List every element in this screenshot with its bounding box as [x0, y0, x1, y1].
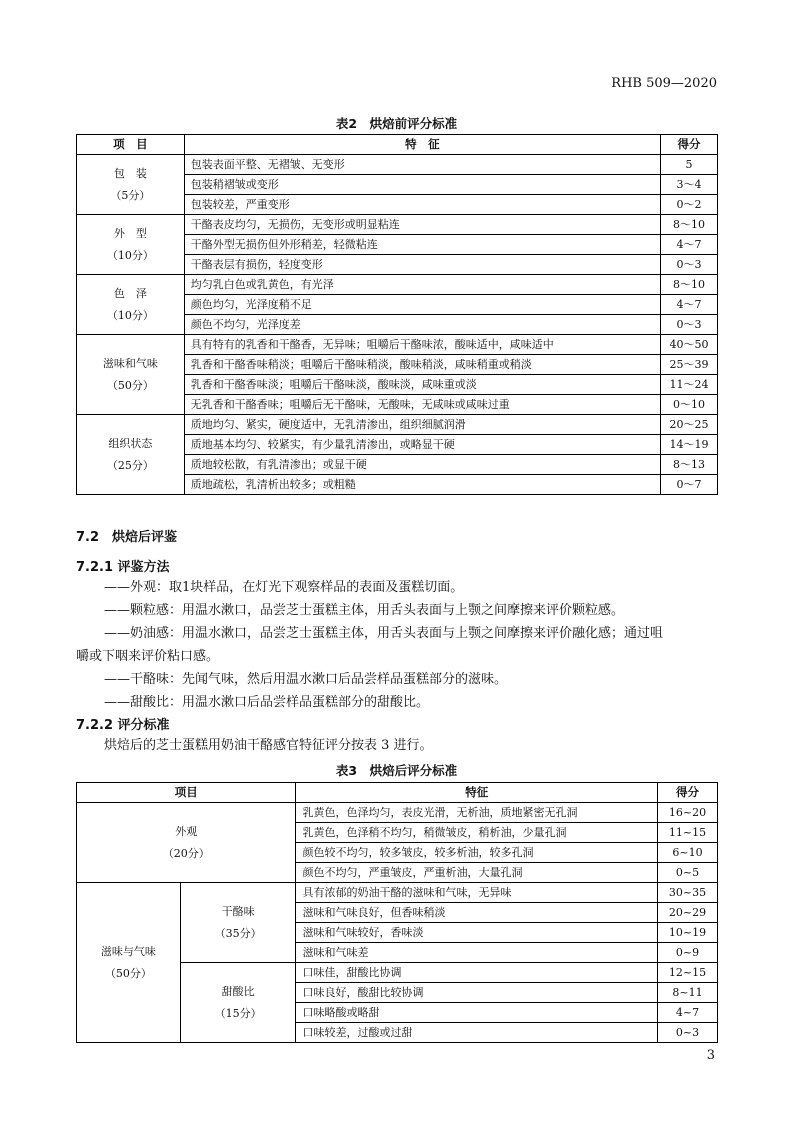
table-row: [77, 155, 718, 175]
page-number: 3: [706, 1048, 715, 1063]
criterion-cell-label: 滋味与气味: [100, 944, 156, 958]
criterion-cell-total: （25分）: [106, 458, 154, 472]
sub-criterion-cell: [180, 883, 296, 963]
feature-cell: 质地较松散，有乳清渗出；或显干硬: [184, 455, 660, 475]
feature-cell: 干酪外型无损伤但外形稍差，轻微粘连: [184, 235, 660, 255]
criterion-cell: [77, 155, 185, 215]
table-row: [77, 215, 718, 235]
table-row: [77, 275, 718, 295]
score-cell: 0~5: [658, 863, 718, 883]
table-row: [77, 803, 718, 823]
score-cell: 8～10: [661, 215, 718, 235]
score-cell: 16~20: [658, 803, 718, 823]
feature-cell: 干酪表层有损伤，轻度变形: [184, 255, 660, 275]
criterion-cell-label: 色 泽: [113, 286, 147, 300]
method-creaminess: ——奶油感：用温水漱口，品尝芝士蛋糕主体，用舌头表面与上颚之间摩擦来评价融化感；通过咀: [104, 626, 664, 641]
score-cell: 11～24: [661, 375, 718, 395]
criterion-cell-total: （50分）: [104, 966, 152, 980]
sub-criterion-cell-total: （15分）: [214, 1006, 262, 1020]
criterion-cell: [77, 415, 185, 495]
score-cell: 0～3: [661, 315, 718, 335]
score-cell: 12~15: [658, 963, 718, 983]
method-appearance: ——外观：取1块样品，在灯光下观察样品的表面及蛋糕切面。: [104, 580, 464, 595]
score-cell: 8~11: [658, 983, 718, 1003]
feature-cell: 质地疏松，乳清析出较多；或粗糙: [184, 475, 660, 495]
method-graininess: ——颗粒感：用温水漱口，品尝芝士蛋糕主体，用舌头表面与上颚之间摩擦来评价颗粒感。: [104, 603, 625, 618]
criterion-cell-total: （10分）: [106, 308, 154, 322]
section-heading-7-2-2: 7.2.2 评分标准: [76, 718, 170, 733]
section-heading-7-2-1: 7.2.1 评鉴方法: [76, 560, 170, 575]
sub-criterion-cell: [180, 963, 296, 1043]
feature-cell: 包装较差，严重变形: [184, 195, 660, 215]
criterion-cell-total: （10分）: [106, 248, 154, 262]
col-header-item: 项目: [77, 783, 296, 803]
feature-cell: 滋味和气味良好，但香味稍淡: [296, 903, 658, 923]
criterion-cell: [77, 275, 185, 335]
section-heading-7-2: 7.2 烘焙后评鉴: [76, 530, 178, 545]
feature-cell: 乳黄色，色泽稍不均匀，稍微皱皮，稍析油，少量孔洞: [296, 823, 658, 843]
feature-cell: 均匀乳白色或乳黄色，有光泽: [184, 275, 660, 295]
document-code: RHB 509—2020: [611, 76, 717, 91]
feature-cell: 包装表面平整、无褶皱、无变形: [184, 155, 660, 175]
feature-cell: 乳香和干酪香味淡；咀嚼后干酪味淡，酸味淡，咸味重或淡: [184, 375, 660, 395]
sub-criterion-cell-label: 甜酸比: [221, 984, 255, 998]
criterion-cell-total: （50分）: [106, 378, 154, 392]
score-cell: 0~9: [658, 943, 718, 963]
score-cell: 10~19: [658, 923, 718, 943]
feature-cell: 口味较差，过酸或过甜: [296, 1023, 658, 1043]
feature-cell: 滋味和气味较好，香味淡: [296, 923, 658, 943]
col-header-feature: 特征: [296, 783, 658, 803]
table2-caption: 表2 烘焙前评分标准: [335, 116, 458, 131]
criterion-cell-label: 外 型: [113, 226, 147, 240]
criterion-cell-total: （5分）: [110, 188, 151, 202]
table-row: [77, 883, 718, 903]
sub-criterion-cell-total: （35分）: [214, 926, 262, 940]
score-cell: 20～25: [661, 415, 718, 435]
feature-cell: 颜色较不均匀，较多皱皮，较多析油，较多孔洞: [296, 843, 658, 863]
score-cell: 20~29: [658, 903, 718, 923]
col-header-feature: 特 征: [184, 135, 660, 155]
feature-cell: 质地均匀、紧实，硬度适中，无乳清渗出，组织细腻润滑: [184, 415, 660, 435]
feature-cell: 颜色不均匀，光泽度差: [184, 315, 660, 335]
criterion-cell-label: 组织状态: [108, 436, 153, 450]
score-cell: 40～50: [661, 335, 718, 355]
score-cell: 0～10: [661, 395, 718, 415]
feature-cell: 干酪表皮均匀，无损伤，无变形或明显粘连: [184, 215, 660, 235]
score-cell: 4～7: [661, 235, 718, 255]
score-cell: 30~35: [658, 883, 718, 903]
feature-cell: 质地基本均匀、较紧实，有少量乳清渗出，或略显干硬: [184, 435, 660, 455]
score-cell: 8～13: [661, 455, 718, 475]
feature-cell: 滋味和气味差: [296, 943, 658, 963]
feature-cell: 包装稍褶皱或变形: [184, 175, 660, 195]
feature-cell: 口味良好，酸甜比较协调: [296, 983, 658, 1003]
table-row: [77, 335, 718, 355]
feature-cell: 具有特有的乳香和干酪香，无异味；咀嚼后干酪味浓，酸味适中，咸味适中: [184, 335, 660, 355]
method-sweet-sour: ——甜酸比：用温水漱口后品尝样品蛋糕部分的甜酸比。: [104, 695, 430, 710]
table2-pre-bake-scoring: [76, 134, 718, 495]
score-cell: 8～10: [661, 275, 718, 295]
section-intro: 烘焙后的芝士蛋糕用奶油干酪感官特征评分按表 3 进行。: [104, 738, 433, 753]
col-header-score: 得分: [658, 783, 718, 803]
col-header-item: 项 目: [77, 135, 185, 155]
score-cell: 5: [661, 155, 718, 175]
score-cell: 4～7: [661, 295, 718, 315]
method-creaminess-cont: 嚼或下咽来评价粘口感。: [76, 649, 220, 664]
feature-cell: 无乳香和干酪香味；咀嚼后无干酪味，无酸味，无咸味或咸味过重: [184, 395, 660, 415]
col-header-score: 得分: [661, 135, 718, 155]
criterion-cell: [77, 883, 181, 1043]
sub-criterion-cell-label: 干酪味: [221, 904, 255, 918]
feature-cell: 颜色均匀，光泽度稍不足: [184, 295, 660, 315]
table-row: [77, 415, 718, 435]
criterion-cell-label: 外观: [175, 824, 198, 838]
table3-post-bake-scoring: [76, 782, 718, 1043]
criterion-cell-label: 包 装: [113, 166, 147, 180]
feature-cell: 具有浓郁的奶油干酪的滋味和气味，无异味: [296, 883, 658, 903]
score-cell: 3～4: [661, 175, 718, 195]
criterion-cell-total: （20分）: [162, 846, 210, 860]
feature-cell: 乳黄色，色泽均匀，表皮光滑，无析油，质地紧密无孔洞: [296, 803, 658, 823]
criterion-cell-label: 滋味和气味: [102, 356, 158, 370]
score-cell: 0~3: [658, 1023, 718, 1043]
criterion-cell: [77, 215, 185, 275]
score-cell: 4~7: [658, 1003, 718, 1023]
score-cell: 14～19: [661, 435, 718, 455]
feature-cell: 口味佳，甜酸比协调: [296, 963, 658, 983]
feature-cell: 颜色不均匀，严重皱皮，严重析油，大量孔洞: [296, 863, 658, 883]
method-cheese-taste: ——干酪味：先闻气味，然后用温水漱口后品尝样品蛋糕部分的滋味。: [104, 672, 508, 687]
feature-cell: 口味略酸或略甜: [296, 1003, 658, 1023]
criterion-cell: [77, 335, 185, 415]
feature-cell: 乳香和干酪香味稍淡；咀嚼后干酪味稍淡，酸味稍淡，咸味稍重或稍淡: [184, 355, 660, 375]
score-cell: 25～39: [661, 355, 718, 375]
score-cell: 6~10: [658, 843, 718, 863]
score-cell: 0～7: [661, 475, 718, 495]
score-cell: 0～3: [661, 255, 718, 275]
score-cell: 0～2: [661, 195, 718, 215]
score-cell: 11~15: [658, 823, 718, 843]
table3-caption: 表3 烘焙后评分标准: [335, 763, 458, 778]
method-list: [76, 576, 719, 714]
criterion-cell: [77, 803, 296, 883]
